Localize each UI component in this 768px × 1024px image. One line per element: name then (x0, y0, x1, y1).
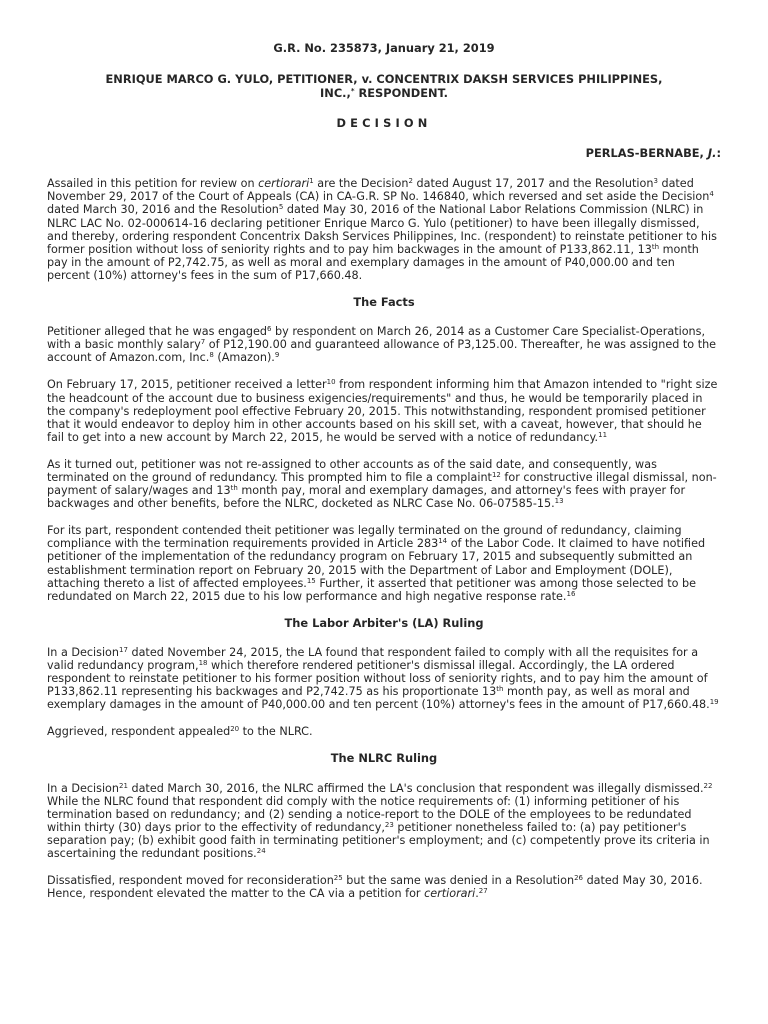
case-number: G.R. No. 235873, January 21, 2019 (273, 41, 495, 55)
footnote-ref: 1 (309, 177, 314, 186)
paragraph-9: Dissatisfied, respondent moved for reconsideration$^{25}$ but the same was denied in a Resolution$^{26}$ dated May 30, 2016. Hence, respondent elevated the matter to the CA via a petition for certiorari.$^{27}$ (47, 874, 703, 901)
footnote-ref: 3 (653, 177, 658, 186)
section-heading-la-ruling: The Labor Arbiter's (LA) Ruling (284, 615, 484, 630)
footnote-ref: 12 (491, 470, 501, 479)
footnote-ref: 25 (333, 874, 343, 883)
footnote-ref: 22 (703, 781, 713, 790)
case-parties (47, 72, 721, 100)
footnote-ref: 27 (478, 887, 488, 896)
paragraph-5: For its part, respondent contended theit petitioner was legally terminated on the ground of redundancy, claiming compliance with the termination requirements provided in Article $283^{14}$ of the Labor Code. It claimed to have notified petitioner of the implementation of the redundancy program on February 17, 2015 and subsequently submitted an establishment termination report on February 20, 2015 with the Department of Labor and Employment (DOLE), attaching thereto a list of affected employees.$^{15}$ Further, it asserted that petitioner was among those selected to be redundated on March 22, 2015 due to his low performance and high negative response rate.$^{16}$ (47, 524, 706, 603)
parties-line-2: INC.,* RESPONDENT. (320, 86, 448, 101)
paragraph-6: In a Decision$^{17}$ dated November 24, 2015, the LA found that respondent failed to comply with all the requisites for a valid redundancy program,$^{18}$ which therefore rendered petitioner's dismissal illegal. Accordingly, the LA ordered respondent to reinstate petitioner to his former position without loss of seniority rights, and to pay him the amount of P133,862.11 representing his backwages and P2,742.75 as his proportionate 13th month pay, as well as moral and exemplary damages in the amount of P40,000.00 and ten percent (10%) attorney's fees in the amount of P17,660.48.19 (47, 645, 719, 712)
footnote-ref: 18 (198, 659, 208, 667)
parties-line-1: ENRIQUE MARCO G. YULO, PETITIONER, v. CONCENTRIX DAKSH SERVICES PHILIPPINES, (105, 72, 663, 87)
footnote-ref: * (350, 87, 355, 96)
decision-title: DECISION (336, 116, 432, 131)
footnote-ref: 4 (709, 190, 714, 199)
footnote-ref: 14 (438, 537, 448, 546)
footnote-ref: 6 (267, 325, 272, 334)
footnote-ref: 11 (598, 430, 608, 439)
ponente: PERLAS-BERNABE, J.: (585, 146, 721, 161)
paragraph-4: As it turned out, petitioner was not re-assigned to other accounts as of the said date, and consequently, was terminated on the ground of redundancy. This prompted him to file a complaint$^{12}$ for constructive illegal dismissal, non-payment of salary/wages and 13th month pay, moral and exemplary damages, and attorney's fees with prayer for backwages and other benefits, before the NLRC, docketed as NLRC Case No. 06-07585-15.13 (47, 457, 717, 511)
paragraph-3: On February 17, 2015, petitioner received a letter$^{10}$ from respondent informing him that Amazon intended to "right size the headcount of the account due to business exigencies/requirements" and thus, he would be temporarily placed in the company's redeployment pool effective February 20, 2015. This notwithstanding, respondent promised petitioner that it would endeavor to deploy him in other accounts based on his skill set, with a caveat, however, that should he fail to get into a new account by March 22, 2015, he would be served with a notice of redundancy.$^{11}$ (47, 378, 718, 444)
footnote-ref: 21 (119, 781, 128, 790)
footnote-ref: 2 (408, 177, 413, 186)
paragraph-8: In a Decision$^{21}$ dated March 30, 2016, the NLRC affirmed the LA's conclusion that respondent was illegally dismissed.$^{22}$ While the NLRC found that respondent did comply with the notice requirements of: (1) informing petitioner of his termination based on redundancy; and (2) sending a notice-report to the DOLE of the employees to be redundated within thirty (30) days prior to the effectivity of redundancy,$^{23}$ petitioner nonetheless failed to: (a) pay petitioner's separation pay; (b) exhibit good faith in terminating petitioner's employment; and (c) competently prove its criteria in ascertaining the redundant positions.$^{24}$ (47, 781, 713, 861)
footnote-ref: 26 (574, 874, 584, 883)
section-heading-nlrc-ruling: The NLRC Ruling (330, 751, 438, 766)
footnote-ref: 20 (230, 725, 240, 734)
section-heading-facts: The Facts (353, 295, 415, 310)
footnote-ref: 16 (566, 589, 576, 598)
footnote-ref: 15 (306, 576, 316, 585)
footnote-ref: 23 (384, 820, 394, 829)
paragraph-2: Petitioner alleged that he was engaged$^6$ by respondent on March 26, 2014 as a Customer Care Specialist-Operations, with a basic monthly salary$^7$ of P12,190.00 and guaranteed allowance of P3,125.00. Thereafter, he was assigned to the account of Amazon.com, Inc.$^8$ (Amazon).$^9$ (47, 325, 717, 365)
footnote-ref: 10 (326, 378, 336, 387)
paragraph-7: Aggrieved, respondent appealed$^{20}$ to the NLRC. (47, 725, 313, 739)
footnote-ref: 17 (119, 645, 128, 654)
footnote-ref: 24 (256, 847, 266, 856)
footnote-ref: 9 (274, 351, 280, 360)
footnote-ref: 5 (278, 203, 284, 212)
paragraph-1: Assailed in this petition for review on certiorari$^1$ are the Decision$^2$ dated August 17, 2017 and the Resolution$^3$ dated November 29, 2017 of the Court of Appeals (CA) in CA-G.R. SP No. 146840, which reversed and set aside the Decision$^4$ dated March 30, 2016 and the Resolution$^5$ dated May 30, 2016 of the National Labor Relations Commission (NLRC) in NLRC LAC No. 02-000614-16 declaring petitioner Enrique Marco G. Yulo (petitioner) to have been illegally dismissed, and thereby, ordering respondent Concentrix Daksh Services Philippines, Inc. (respondent) to reinstate petitioner to his former position without loss of seniority rights and to pay him backwages in the amount of P133,862.11, 13th month pay in the amount of P2,742.75, as well as moral and exemplary damages in the amount of P40,000.00 and ten percent (10%) attorney's fees in the sum of P17,660.48. (47, 177, 717, 282)
footnote-ref: 13 (554, 497, 564, 506)
footnote-ref: 7 (200, 338, 206, 347)
footnote-ref: 19 (709, 698, 719, 707)
footnote-ref: 8 (209, 351, 214, 360)
